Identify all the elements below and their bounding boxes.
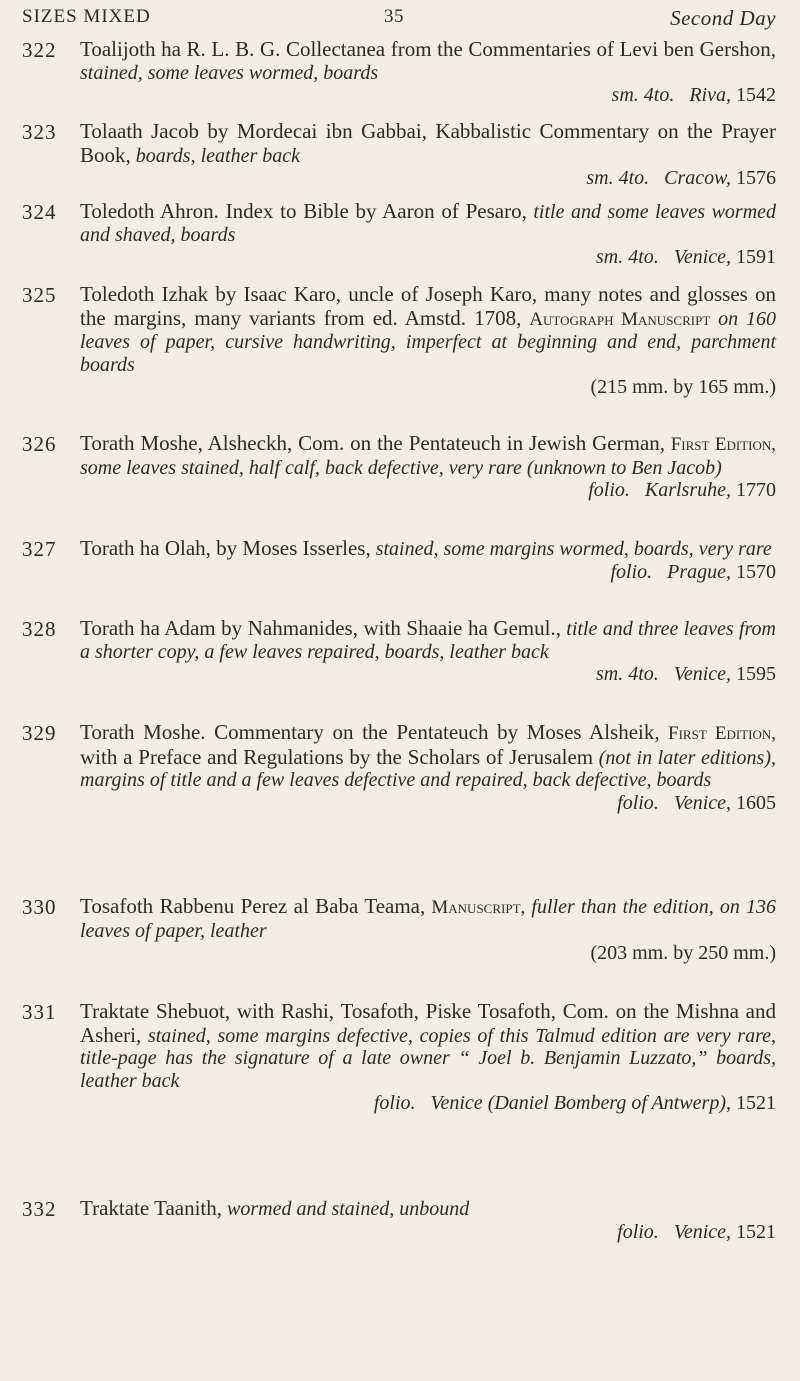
sale-day: Second Day <box>670 6 776 30</box>
lot-year: 1770 <box>736 479 776 501</box>
lot-description <box>80 537 776 583</box>
lot-title: Tolaath Jacob by Mordecai ibn Gabbai, Kabbalistic Commentary on the Prayer Book, <box>80 119 776 167</box>
lot-number: 331 <box>22 1000 57 1024</box>
lot-condition: title and some leaves wormed and shaved, boards <box>80 201 777 246</box>
lot-place: Venice, <box>673 663 731 685</box>
lot-description <box>80 1000 776 1115</box>
lot-condition: stained, some margins defective, copies of this Talmud edition are very rare, title-page has the signature of a late owner “ Joel b. Benjamin Luzzato,” boards, leather back <box>80 1024 777 1092</box>
lot-number: 322 <box>22 38 57 62</box>
lot-highlight: First Edition, <box>670 434 777 455</box>
lot-title: Toledoth Ahron. Index to Bible by Aaron of Pesaro, <box>80 199 527 223</box>
lot-year: 1570 <box>736 560 776 583</box>
lot-number: 332 <box>22 1197 57 1221</box>
lot-format: folio. <box>610 560 653 583</box>
lot-description <box>80 1197 776 1243</box>
lot-condition: some leaves stained, half calf, back defective, very rare (unknown to Ben Jacob) <box>80 456 722 479</box>
lot-place: Venice, <box>673 791 731 814</box>
lot-year: 1605 <box>736 791 776 814</box>
lot-dimensions: (203 mm. by 250 mm.) <box>590 942 776 964</box>
page-number: 35 <box>384 6 404 27</box>
lot-condition: wormed and stained, unbound <box>227 1198 470 1220</box>
lot-highlight: Manuscript, <box>431 897 526 918</box>
lot-format: sm. 4to. <box>596 246 659 268</box>
lot-description <box>80 283 776 399</box>
lot-imprint <box>80 1221 776 1244</box>
lot-place: Riva, <box>689 84 731 106</box>
lot-description <box>80 617 776 686</box>
lot-imprint <box>80 663 776 686</box>
lot-place: Cracow, <box>664 167 731 189</box>
lot-description <box>80 432 776 502</box>
lot-dimensions: (215 mm. by 165 mm.) <box>590 376 776 398</box>
lot-condition: (not in later editions), margins of title and a few leaves defective and repaired, back defective, boards <box>80 746 776 791</box>
lot-number: 330 <box>22 895 57 919</box>
lot-condition: boards, leather back <box>135 144 300 167</box>
lot-title: Toledoth Izhak by Isaac Karo, uncle of Joseph Karo, many notes and glosses on the margins, many variants from ed. Amstd. 1708, <box>80 282 776 330</box>
lot-year: 1521 <box>736 1220 776 1243</box>
lot-number: 324 <box>22 200 57 224</box>
lot-format: folio. <box>617 791 659 814</box>
lot-title-continued: with a Preface and Regulations by the Scholars of Jerusalem <box>80 744 594 769</box>
lot-highlight: First Edition, <box>668 723 777 744</box>
lot-title: Tosafoth Rabbenu Perez al Baba Teama, <box>80 894 426 918</box>
lot-condition: title and three leaves from a shorter copy, a few leaves repaired, boards, leather back <box>80 618 777 663</box>
lot-imprint <box>80 1092 776 1115</box>
lot-number: 325 <box>22 283 57 307</box>
lot-year: 1576 <box>736 167 776 189</box>
lot-title: Torath ha Adam by Nahmanides, with Shaaie ha Gemul., <box>80 616 561 640</box>
lot-place: Venice (Daniel Bomberg of Antwerp), <box>430 1092 731 1114</box>
lot-description <box>80 721 776 814</box>
lot-title: Torath Moshe, Alsheckh, Com. on the Pentateuch in Jewish German, <box>80 431 666 455</box>
lot-title: Toalijoth ha R. L. B. G. Collectanea from the Commentaries of Levi ben Gershon, <box>80 37 776 61</box>
lot-imprint <box>80 246 776 269</box>
lot-imprint <box>80 84 776 107</box>
lot-imprint <box>80 561 776 584</box>
lot-condition: on 160 leaves of paper, cursive handwriting, imperfect at beginning and end, parchment boards <box>80 307 777 376</box>
lot-format: sm. 4to. <box>611 84 675 106</box>
lot-year: 1591 <box>736 246 776 268</box>
lot-description <box>80 200 776 269</box>
lot-highlight: Autograph Manuscript <box>529 308 711 330</box>
lot-year: 1542 <box>736 84 776 106</box>
lot-number: 327 <box>22 537 57 561</box>
lot-imprint <box>80 167 776 190</box>
lot-title: Traktate Shebuot, with Rashi, Tosafoth, Piske Tosafoth, Com. on the Mishna and Asheri, <box>80 999 776 1047</box>
section-heading: SIZES MIXED <box>22 6 151 27</box>
lot-year: 1521 <box>736 1092 776 1114</box>
lot-number: 326 <box>22 432 57 456</box>
lot-imprint <box>80 792 776 815</box>
lot-format: sm. 4to. <box>586 167 650 189</box>
lot-description <box>80 895 776 965</box>
lot-imprint <box>80 376 776 399</box>
lot-condition: stained, some leaves wormed, boards <box>80 61 379 84</box>
lot-number: 329 <box>22 721 57 745</box>
lot-imprint <box>80 479 776 502</box>
lot-format: folio. <box>373 1092 416 1114</box>
lot-place: Prague, <box>667 560 731 583</box>
lot-title: Torath Moshe. Commentary on the Pentateuch by Moses Alsheik, <box>80 720 660 744</box>
running-head <box>22 6 776 36</box>
lot-imprint <box>80 942 776 965</box>
lot-format: sm. 4to. <box>596 663 659 685</box>
lot-condition: stained, some margins wormed, boards, very rare <box>375 538 772 560</box>
lot-place: Karlsruhe, <box>644 479 731 501</box>
lot-description <box>80 120 776 190</box>
lot-number: 328 <box>22 617 57 641</box>
lot-title: Traktate Taanith, <box>80 1196 223 1220</box>
lot-format: folio. <box>588 479 630 501</box>
lot-place: Venice, <box>673 1220 731 1243</box>
lot-description <box>80 38 776 107</box>
lot-year: 1595 <box>736 663 776 685</box>
lot-condition: fuller than the edition, on 136 leaves of paper, leather <box>80 896 776 942</box>
lot-format: folio. <box>617 1220 659 1243</box>
lot-title: Torath ha Olah, by Moses Isserles, <box>80 536 371 560</box>
lot-place: Venice, <box>673 246 731 268</box>
lot-number: 323 <box>22 120 57 144</box>
